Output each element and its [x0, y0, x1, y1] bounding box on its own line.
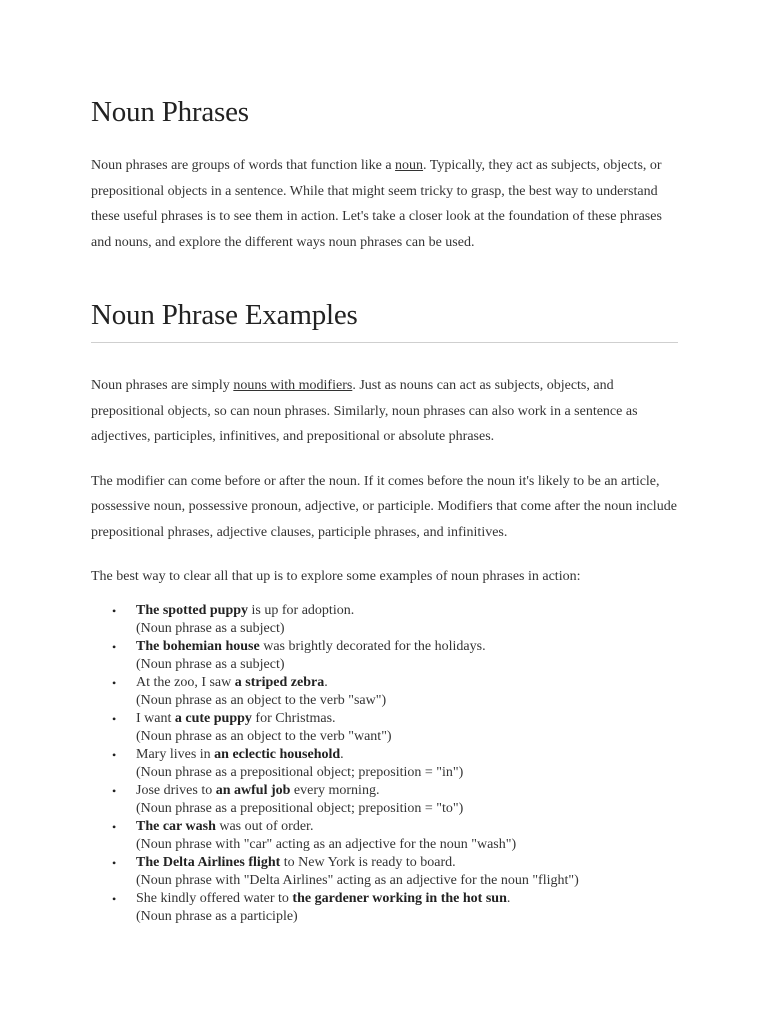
example-text-after: is up for adoption.	[248, 602, 355, 618]
bullet-icon: •	[112, 819, 117, 834]
example-item	[91, 782, 681, 818]
example-text-before: She kindly offered water to	[136, 890, 293, 906]
modifiers-text-end: . Just as nouns can act as subjects, objects, and prepositional objects, so can noun phrases. Similarly, noun phrases can also work in a sentence as adjectives, participles, infinitives, and prepositional or absolute phrases.	[91, 378, 638, 444]
example-item	[91, 854, 681, 890]
example-noun-phrase: the gardener working in the hot sun	[292, 890, 507, 906]
bullet-icon: •	[112, 639, 117, 654]
bullet-icon: •	[112, 603, 117, 618]
example-item	[91, 710, 681, 746]
example-text-after: was brightly decorated for the holidays.	[259, 638, 486, 654]
section-divider	[91, 342, 678, 343]
example-explanation: (Noun phrase as an object to the verb "want")	[136, 728, 392, 744]
bullet-icon: •	[112, 675, 117, 690]
example-noun-phrase: The car wash	[136, 818, 216, 834]
bullet-icon: •	[112, 855, 117, 870]
example-text-before: Mary lives in	[136, 746, 215, 762]
bullet-icon: •	[112, 783, 117, 798]
example-noun-phrase: a striped zebra	[234, 674, 325, 690]
example-text-before: I want	[136, 710, 175, 726]
example-noun-phrase: a cute puppy	[174, 710, 252, 726]
example-explanation: (Noun phrase with "car" acting as an adjective for the noun "wash")	[136, 836, 517, 852]
example-text-before: Jose drives to	[136, 782, 216, 798]
example-item	[91, 890, 681, 926]
example-noun-phrase: The spotted puppy	[136, 602, 249, 618]
intro-text-start: Noun phrases are groups of words that function like a	[91, 158, 396, 173]
examples-intro-paragraph: The best way to clear all that up is to explore some examples of noun phrases in action:	[91, 569, 581, 584]
intro-paragraph	[91, 153, 681, 255]
example-text-after: .	[340, 746, 344, 762]
modifiers-text-start: Noun phrases are simply	[91, 378, 234, 393]
example-explanation: (Noun phrase as a subject)	[136, 656, 285, 672]
example-item	[91, 746, 681, 782]
example-explanation: (Noun phrase with "Delta Airlines" acting as an adjective for the noun "flight")	[136, 872, 579, 888]
bullet-icon: •	[112, 747, 117, 762]
example-text-after: every morning.	[290, 782, 380, 798]
section-heading: Noun Phrase Examples	[91, 299, 358, 331]
example-item	[91, 638, 681, 674]
examples-list	[91, 602, 681, 926]
example-noun-phrase: The Delta Airlines flight	[136, 854, 281, 870]
example-text-after: .	[324, 674, 328, 690]
example-text-after: .	[506, 890, 511, 906]
nouns-with-modifiers-link[interactable]: nouns with modifiers	[233, 378, 353, 393]
intro-text-end: . Typically, they act as subjects, objects, or prepositional objects in a sentence. While that might seem tricky to grasp, the best way to understand these useful phrases is to see them in action. Let's take a closer look at the foundation of these phrases and nouns, and explore the different ways noun phrases can be used.	[91, 158, 662, 250]
modifier-position-paragraph: The modifier can come before or after the noun. If it comes before the noun it's likely to be an article, possessive noun, possessive pronoun, adjective, or participle. Modifiers that come after the noun include prepositional phrases, adjective clauses, participle phrases, and infinitives.	[91, 473, 677, 540]
page-title: Noun Phrases	[91, 96, 249, 128]
example-noun-phrase: an awful job	[215, 782, 291, 798]
example-text-before: At the zoo, I saw	[136, 674, 235, 690]
example-explanation: (Noun phrase as a participle)	[136, 908, 298, 924]
example-text-after: was out of order.	[215, 818, 314, 834]
modifiers-paragraph	[91, 373, 681, 450]
example-explanation: (Noun phrase as a prepositional object; preposition = "in")	[136, 764, 464, 780]
example-explanation: (Noun phrase as a prepositional object; preposition = "to")	[136, 800, 464, 816]
example-text-after: to New York is ready to board.	[280, 854, 456, 870]
article-body	[91, 94, 681, 926]
example-noun-phrase: The bohemian house	[136, 638, 260, 654]
example-explanation: (Noun phrase as a subject)	[136, 620, 285, 636]
noun-link[interactable]: noun	[395, 158, 424, 173]
bullet-icon: •	[112, 891, 117, 906]
example-item	[91, 674, 681, 710]
example-text-after: for Christmas.	[251, 710, 336, 726]
example-explanation: (Noun phrase as an object to the verb "saw")	[136, 692, 387, 708]
example-item	[91, 818, 681, 854]
example-noun-phrase: an eclectic household	[214, 746, 341, 762]
bullet-icon: •	[112, 711, 117, 726]
example-item	[91, 602, 681, 638]
